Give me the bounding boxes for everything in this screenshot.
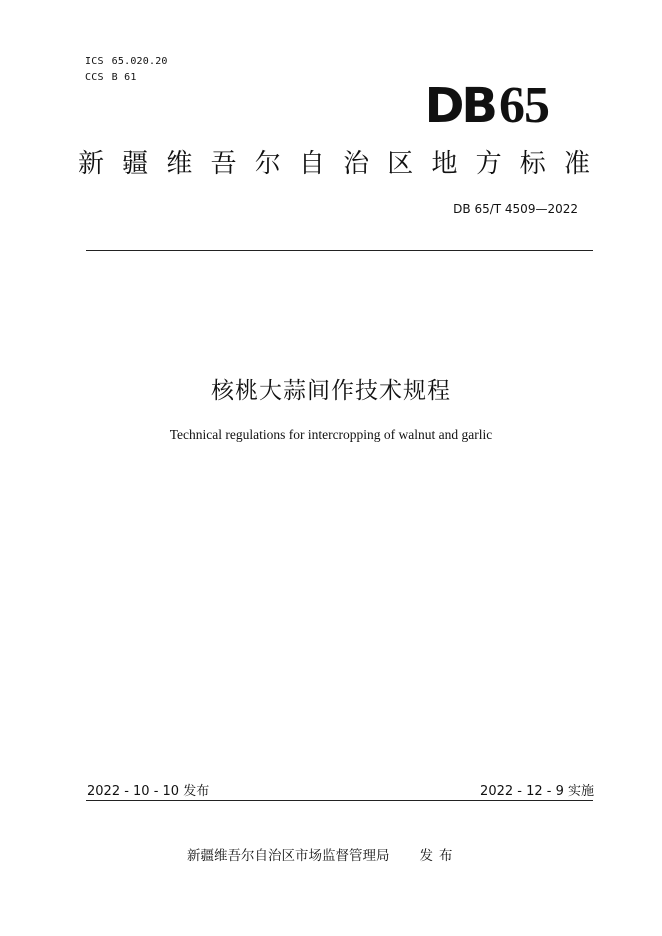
- ics-label: ICS: [85, 56, 104, 67]
- ccs-code: B 61: [111, 72, 137, 83]
- issuer-line: [187, 844, 459, 864]
- implementation-date: 2022 - 12 - 9 实施: [480, 784, 594, 799]
- issuing-organization: 新疆维吾尔自治区市场监督管理局: [187, 848, 390, 864]
- document-title-english: Technical regulations for intercropping of walnut and garlic: [169, 427, 493, 442]
- issue-verb: 发布: [419, 848, 459, 864]
- document-title-chinese: 核桃大蒜间作技术规程: [211, 378, 451, 404]
- db-logo-letters: DB: [424, 78, 495, 134]
- header-divider: [86, 250, 593, 251]
- standard-number: DB 65/T 4509—2022: [453, 202, 578, 216]
- ics-classification: [85, 56, 168, 67]
- ics-code: 65.020.20: [111, 56, 168, 67]
- db65-logo: [424, 77, 549, 134]
- footer-divider: [86, 800, 593, 801]
- ccs-classification: [85, 72, 137, 83]
- issue-date: 2022 - 10 - 10 发布: [87, 784, 210, 799]
- standard-category-heading: 新疆维吾尔自治区地方标准: [78, 149, 590, 179]
- db-logo-number: 65: [499, 77, 549, 134]
- ccs-label: CCS: [85, 72, 104, 83]
